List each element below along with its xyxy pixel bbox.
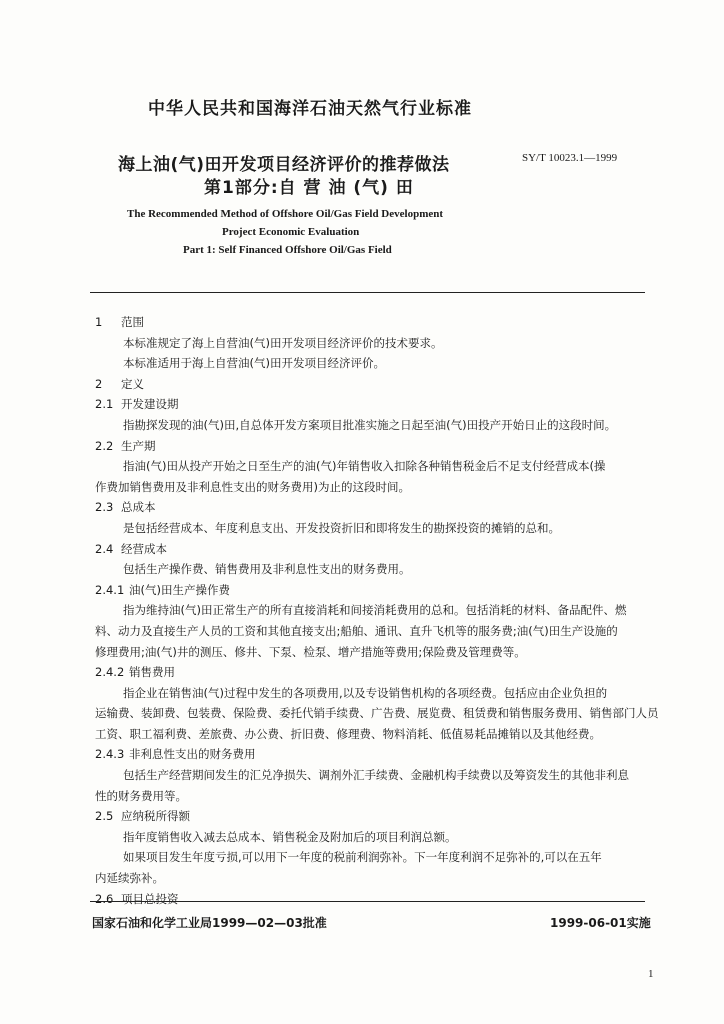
section-number: 2.6: [95, 891, 114, 906]
section-title: 开发建设期: [121, 397, 179, 412]
paragraph-line: 包括生产经营期间发生的汇兑净损失、调剂外汇手续费、金融机构手续费以及筹资发生的其他非利息: [123, 768, 629, 783]
section-heading: [95, 539, 665, 560]
paragraph-line: 修理费用;油(气)井的测压、修井、下泵、检泵、增产措施等费用;保险费及管理费等。: [95, 644, 526, 659]
section-title: 范围: [121, 315, 144, 329]
paragraph-line: 指勘探发现的油(气)田,自总体开发方案项目批准实施之日起至油(气)田投产开始日止的这段时间。: [123, 417, 617, 432]
section-heading: [95, 806, 665, 827]
paragraph-line: 工资、职工福利费、差旅费、办公费、折旧费、修理费、物料消耗、低值易耗品摊销以及其他经费。: [95, 726, 601, 741]
paragraph-line: 如果项目发生年度亏损,可以用下一年度的税前利润弥补。下一年度利润不足弥补的,可以在五年: [123, 850, 602, 865]
section-title: 油(气)田生产操作费: [129, 582, 230, 597]
section-number: 2: [95, 376, 103, 391]
approval-line: 国家石油和化学工业局1999—02—03批准: [92, 916, 327, 930]
paragraph-line: 指年度销售收入减去总成本、销售税金及附加后的项目利润总额。: [123, 829, 457, 844]
title-line-2: 第1部分:自 营 油 (气) 田: [204, 178, 414, 198]
section-number: 2.4.1: [95, 582, 125, 597]
section-title: 销售费用: [129, 665, 175, 680]
paragraph-line: 料、动力及直接生产人员的工资和其他直接支出;船舶、通讯、直升飞机等的服务费;油(气)田生产设施的: [95, 623, 618, 638]
section-title: 定义: [121, 376, 144, 391]
section-number: 2.3: [95, 500, 114, 515]
section-number: 2.1: [95, 397, 114, 412]
section-title: 应纳税所得额: [121, 809, 190, 824]
section-number: 1: [95, 315, 103, 329]
section-heading: [95, 394, 665, 415]
english-title-line-3: Part 1: Self Financed Offshore Oil/Gas Field: [183, 244, 392, 256]
paragraph-line: 本标准规定了海上自营油(气)田开发项目经济评价的技术要求。: [123, 335, 443, 350]
paragraph-line: 指企业在销售油(气)过程中发生的各项费用,以及专设销售机构的各项经费。包括应由企业负担的: [123, 685, 608, 700]
effective-date: 1999-06-01实施: [550, 916, 651, 930]
section-title: 经营成本: [121, 541, 167, 556]
english-title-line-1: The Recommended Method of Offshore Oil/Gas Field Development: [127, 208, 444, 220]
section-heading: [95, 662, 665, 683]
section-heading: [95, 889, 665, 910]
paragraph-line: 是包括经营成本、年度利息支出、开发投资折旧和即将发生的勘探投资的摊销的总和。: [123, 520, 560, 535]
paragraph-line: 本标准适用于海上自营油(气)田开发项目经济评价。: [123, 356, 385, 371]
document-body: [95, 312, 665, 909]
paragraph-line: 指油(气)田从投产开始之日至生产的油(气)年销售收入扣除各种销售税金后不足支付经营成本(操: [123, 459, 606, 474]
section-heading: [95, 497, 665, 518]
paragraph-line: 性的财务费用等。: [95, 788, 187, 803]
section-title: 总成本: [121, 500, 156, 515]
paragraph-line: 运输费、装卸费、包装费、保险费、委托代销手续费、广告费、展览费、租赁费和销售服务费用、销售部门人员: [95, 706, 659, 721]
section-heading: [95, 436, 665, 457]
section-title: 生产期: [121, 438, 156, 453]
section-number: 2.5: [95, 809, 114, 824]
title-line-1: 海上油(气)田开发项目经济评价的推荐做法: [118, 155, 450, 175]
header-divider: [90, 292, 645, 293]
section-number: 2.4: [95, 541, 114, 556]
section-number: 2.2: [95, 438, 114, 453]
footer-divider: [90, 901, 645, 902]
section-title: 项目总投资: [121, 891, 179, 906]
paragraph-line: 包括生产操作费、销售费用及非利息性支出的财务费用。: [123, 562, 411, 577]
paragraph-line: 内延续弥补。: [95, 871, 164, 886]
section-heading: [95, 580, 665, 601]
standard-category: 中华人民共和国海洋石油天然气行业标准: [148, 99, 472, 119]
section-number: 2.4.3: [95, 747, 125, 762]
page-number: 1: [648, 968, 654, 980]
paragraph-line: 作费加销售费用及非利息性支出的财务费用)为止的这段时间。: [95, 479, 410, 494]
section-number: 2.4.2: [95, 665, 125, 680]
english-title-line-2: Project Economic Evaluation: [222, 226, 360, 238]
section-title: 非利息性支出的财务费用: [129, 747, 256, 762]
standard-number: SY/T 10023.1—1999: [522, 152, 618, 164]
section-heading: [95, 312, 665, 333]
paragraph-line: 指为维持油(气)田正常生产的所有直接消耗和间接消耗费用的总和。包括消耗的材料、备品配件、燃: [123, 603, 627, 618]
section-heading: [95, 744, 665, 765]
section-heading: [95, 374, 665, 395]
